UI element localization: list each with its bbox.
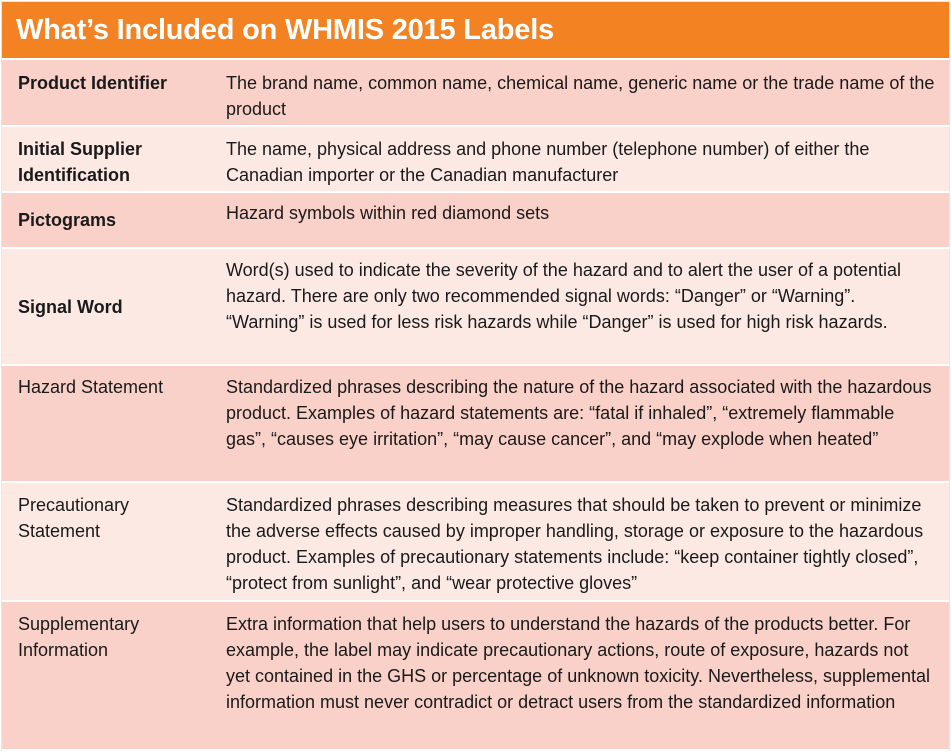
table-row-pictograms <box>2 192 949 248</box>
title-banner <box>2 2 949 60</box>
table-row-precautionary-statement <box>2 482 949 601</box>
row-term: Initial Supplier Identification <box>2 126 210 192</box>
row-description: Standardized phrases describing measures that should be taken to prevent or minimize the adverse effects caused by improper handling, storage or exposure to the hazardous product. Examples of precautionary statements include: “keep container tightly closed”, “protect from sunlight”, and “wear protective gloves” <box>210 482 949 601</box>
row-description: The brand name, common name, chemical name, generic name or the trade name of the product <box>210 60 949 126</box>
table-row-signal-word <box>2 248 949 365</box>
row-term: Signal Word <box>2 248 210 365</box>
table-row-hazard-statement <box>2 365 949 482</box>
table-row-supplementary-information <box>2 601 949 750</box>
row-term: Supplementary Information <box>2 601 210 750</box>
row-description: Extra information that help users to understand the hazards of the products better. For example, the label may indicate precautionary actions, route of exposure, hazards not yet contained in the GHS or percentage of unknown toxicity. Nevertheless, supplemental information must never contradict or detract users from the standardized information <box>210 601 949 750</box>
table-row-initial-supplier <box>2 126 949 192</box>
page-title: What’s Included on WHMIS 2015 Labels <box>16 13 554 46</box>
table-row-product-identifier <box>2 60 949 126</box>
row-description: The name, physical address and phone number (telephone number) of either the Canadian importer or the Canadian manufacturer <box>210 126 949 192</box>
row-term: Product Identifier <box>2 60 210 126</box>
row-description: Standardized phrases describing the nature of the hazard associated with the hazardous product. Examples of hazard statements are: “fatal if inhaled”, “extremely flammable gas”, “causes eye irritation”, “may cause cancer”, and “may explode when heated” <box>210 365 949 482</box>
row-description: Word(s) used to indicate the severity of the hazard and to alert the user of a potential hazard. There are only two recommended signal words: “Danger” or “Warning”. “Warning” is used for less risk hazards while “Danger” is used for high risk hazards. <box>210 248 949 365</box>
row-description: Hazard symbols within red diamond sets <box>210 192 949 248</box>
whmis-label-infographic <box>1 1 950 751</box>
row-term: Hazard Statement <box>2 365 210 482</box>
label-elements-table <box>2 60 949 751</box>
row-term: Pictograms <box>2 192 210 248</box>
row-term: Precautionary Statement <box>2 482 210 601</box>
